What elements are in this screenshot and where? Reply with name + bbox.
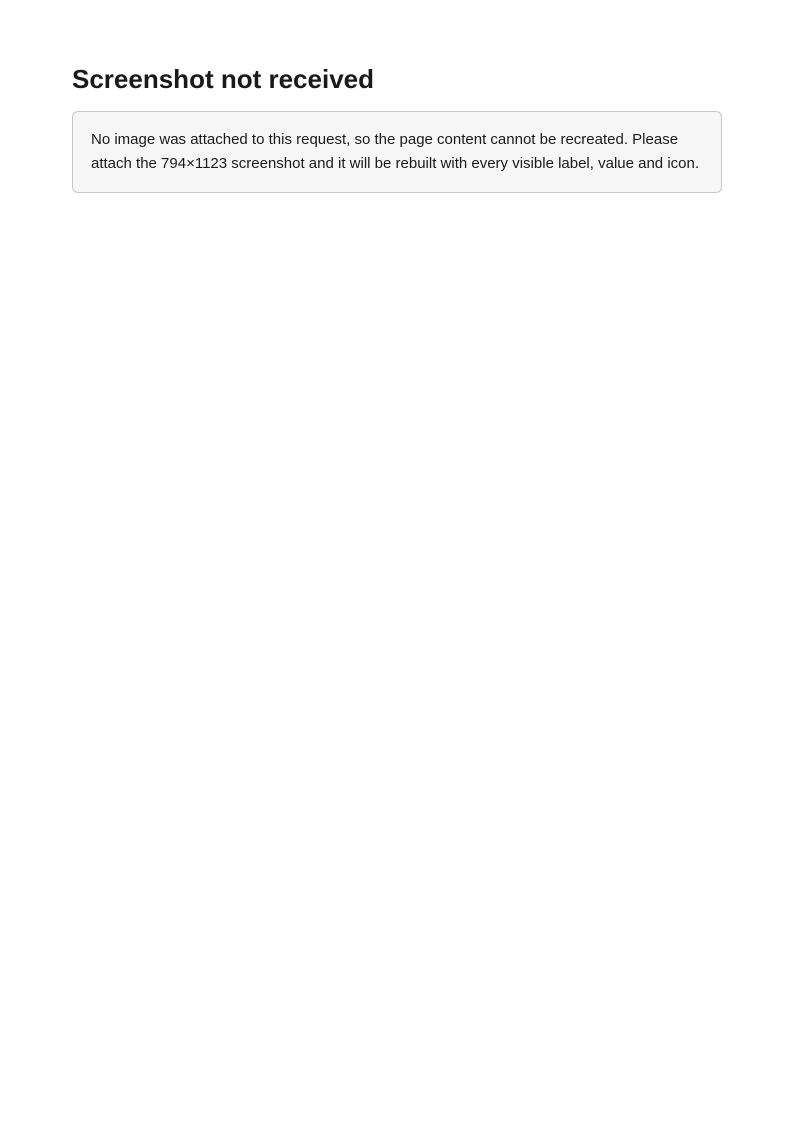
page-title: Screenshot not received (72, 64, 374, 94)
missing-image-notice: No image was attached to this request, so the page content cannot be recreated. Please attach the 794×1123 screenshot and it will be rebuilt with every visible label, value and icon. (72, 111, 722, 193)
